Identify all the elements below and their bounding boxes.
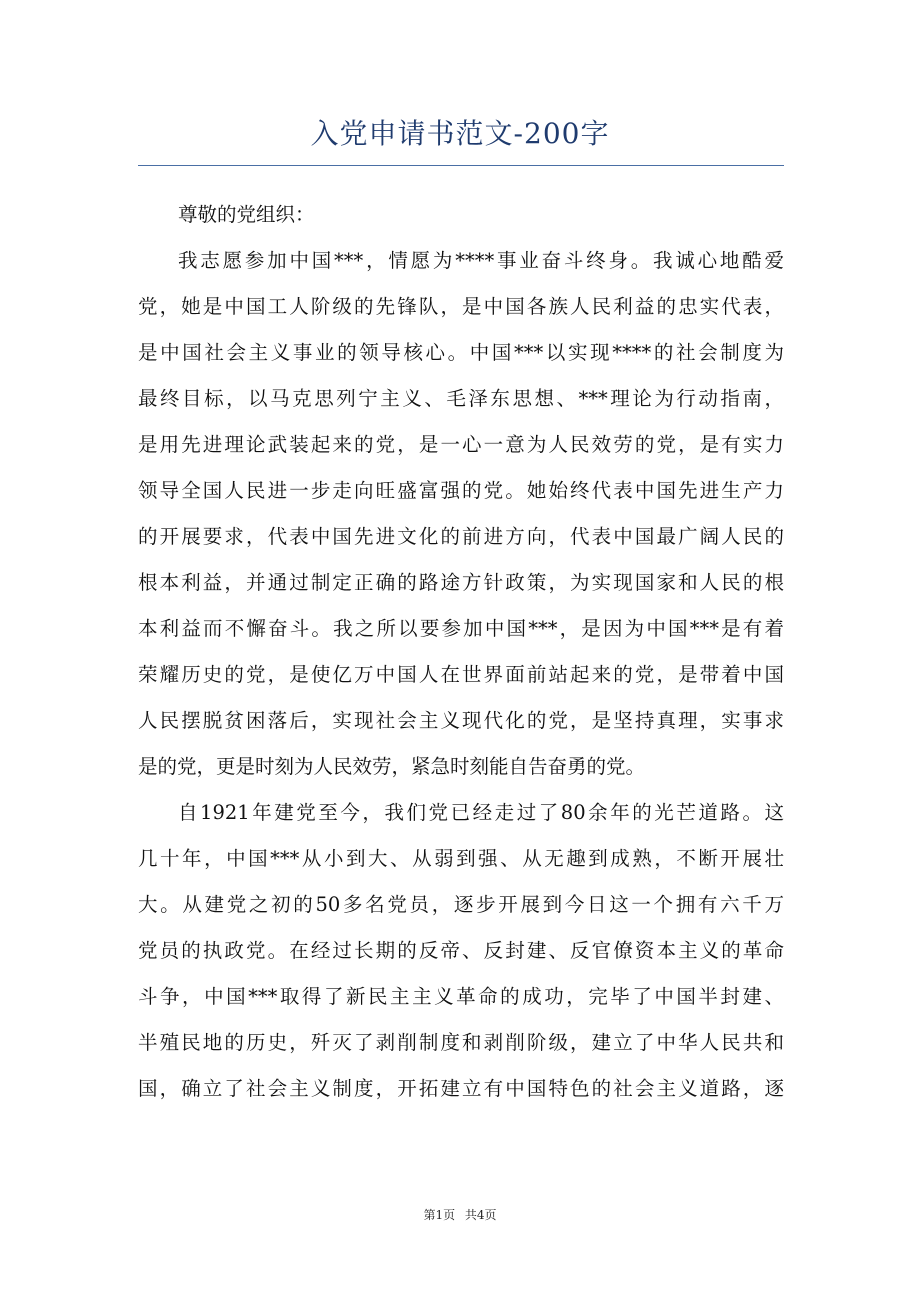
document-title: 入党申请书范文-200字 bbox=[310, 117, 610, 150]
page-total: 共4页 bbox=[464, 1208, 497, 1222]
text-line: 领导全国人民进一步走向旺盛富强的党。她始终代表中国先进生产力 bbox=[138, 479, 784, 502]
page-number: 第1页 bbox=[423, 1208, 456, 1222]
text-line: 自1921年建党至今，我们党已经走过了80余年的光芒道路。这 bbox=[178, 801, 784, 824]
paragraph-1 bbox=[138, 238, 784, 790]
text-line: 是的党，更是时刻为人民效劳，紧急时刻能自告奋勇的党。 bbox=[138, 755, 646, 778]
text-line: 的开展要求，代表中国先进文化的前进方向，代表中国最广阔人民的 bbox=[138, 525, 784, 548]
text-line: 几十年，中国***从小到大、从弱到强、从无趣到成熟，不断开展壮 bbox=[138, 847, 784, 870]
text-line: 党员的执政党。在经过长期的反帝、反封建、反官僚资本主义的革命 bbox=[138, 939, 784, 962]
text-line: 根本利益，并通过制定正确的路途方针政策，为实现国家和人民的根 bbox=[138, 571, 784, 594]
paragraph-2 bbox=[138, 790, 784, 1112]
text-line: 最终目标，以马克思列宁主义、毛泽东思想、***理论为行动指南， bbox=[138, 387, 784, 410]
document-body bbox=[138, 192, 784, 1112]
text-line: 半殖民地的历史，歼灭了剥削制度和剥削阶级，建立了中华人民共和 bbox=[138, 1031, 784, 1054]
text-line: 大。从建党之初的50多名党员，逐步开展到今日这一个拥有六千万 bbox=[138, 893, 784, 916]
page-footer bbox=[0, 1206, 920, 1223]
salutation: 尊敬的党组织： bbox=[178, 203, 315, 226]
text-line: 国，确立了社会主义制度，开拓建立有中国特色的社会主义道路，逐 bbox=[138, 1077, 784, 1100]
title-underline bbox=[138, 165, 784, 166]
text-line: 荣耀历史的党，是使亿万中国人在世界面前站起来的党，是带着中国 bbox=[138, 663, 784, 686]
text-line: 人民摆脱贫困落后，实现社会主义现代化的党，是坚持真理，实事求 bbox=[138, 709, 784, 732]
text-line: 党，她是中国工人阶级的先锋队，是中国各族人民利益的忠实代表， bbox=[138, 295, 784, 318]
text-line: 是用先进理论武装起来的党，是一心一意为人民效劳的党，是有实力 bbox=[138, 433, 784, 456]
text-line: 我志愿参加中国***，情愿为****事业奋斗终身。我诚心地酷爱 bbox=[178, 249, 784, 272]
text-line: 本利益而不懈奋斗。我之所以要参加中国***，是因为中国***是有着 bbox=[138, 617, 784, 640]
text-line: 是中国社会主义事业的领导核心。中国***以实现****的社会制度为 bbox=[138, 341, 784, 364]
text-line: 斗争，中国***取得了新民主主义革命的成功，完毕了中国半封建、 bbox=[138, 985, 784, 1008]
